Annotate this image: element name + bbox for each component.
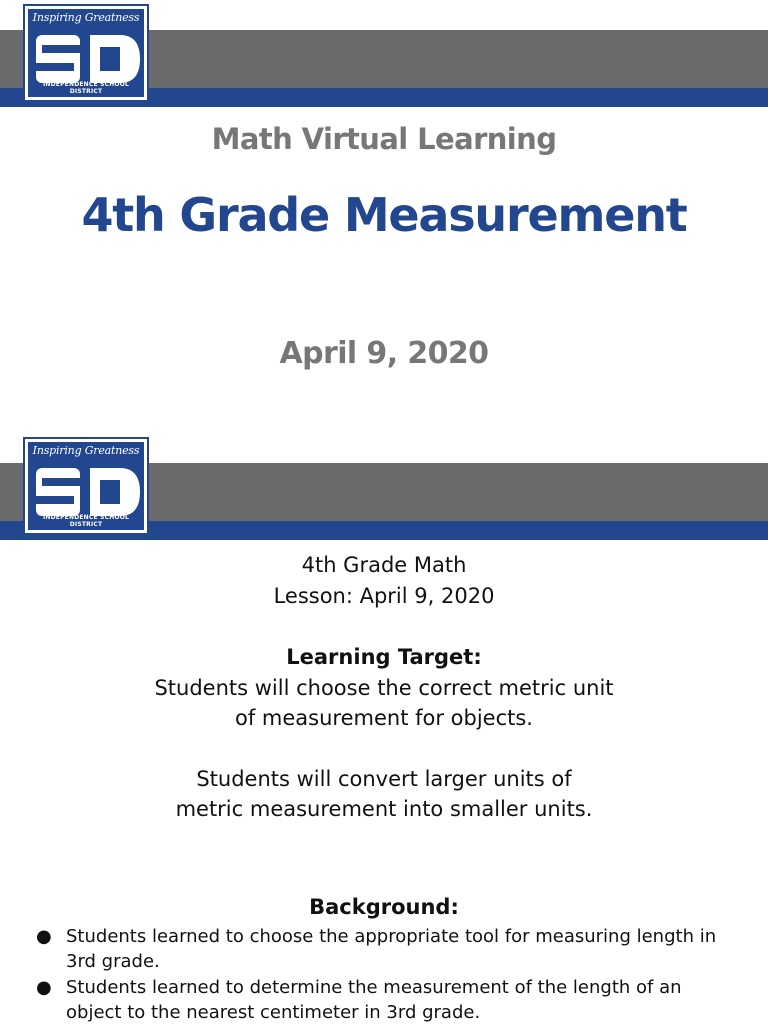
logo-background — [28, 9, 144, 97]
bullet-icon: ● — [36, 926, 52, 947]
list-item-text: Students learned to determine the measurement of the length of an object to the nearest centimeter in 3rd grade. — [66, 977, 682, 1023]
logo-script-text: Inspiring Greatness — [32, 11, 140, 24]
slide-subtitle: Math Virtual Learning — [211, 122, 557, 156]
learning-target-heading: Learning Target: — [286, 645, 482, 669]
logo-district-text: INDEPENDENCE SCHOOL DISTRICT — [42, 81, 130, 95]
logo-district-text: INDEPENDENCE SCHOOL DISTRICT — [42, 514, 130, 528]
isd-letters-icon — [34, 29, 144, 89]
learning-target-line: metric measurement into smaller units. — [175, 797, 593, 821]
background-heading: Background: — [309, 895, 459, 919]
slide-title: 4th Grade Measurement — [81, 188, 687, 242]
bullet-icon: ● — [36, 977, 52, 998]
list-item-text: Students learned to choose the appropriate tool for measuring length in 3rd grade. — [66, 926, 717, 972]
lesson-date: Lesson: April 9, 2020 — [273, 584, 495, 608]
lesson-course: 4th Grade Math — [301, 553, 467, 577]
list-item — [0, 975, 768, 1025]
learning-target-line: of measurement for objects. — [235, 706, 533, 730]
learning-target-line: Students will convert larger units of — [196, 767, 572, 791]
isd-logo — [23, 4, 149, 102]
isd-logo — [23, 437, 149, 535]
logo-background — [28, 442, 144, 530]
isd-letters-icon — [34, 462, 144, 522]
header-banner-1 — [0, 0, 768, 108]
list-item — [0, 924, 768, 974]
header-banner-2 — [0, 433, 768, 541]
slide-date: April 9, 2020 — [279, 336, 489, 371]
logo-script-text: Inspiring Greatness — [32, 444, 140, 457]
background-list — [0, 924, 768, 1026]
learning-target-line: Students will choose the correct metric unit — [154, 676, 614, 700]
